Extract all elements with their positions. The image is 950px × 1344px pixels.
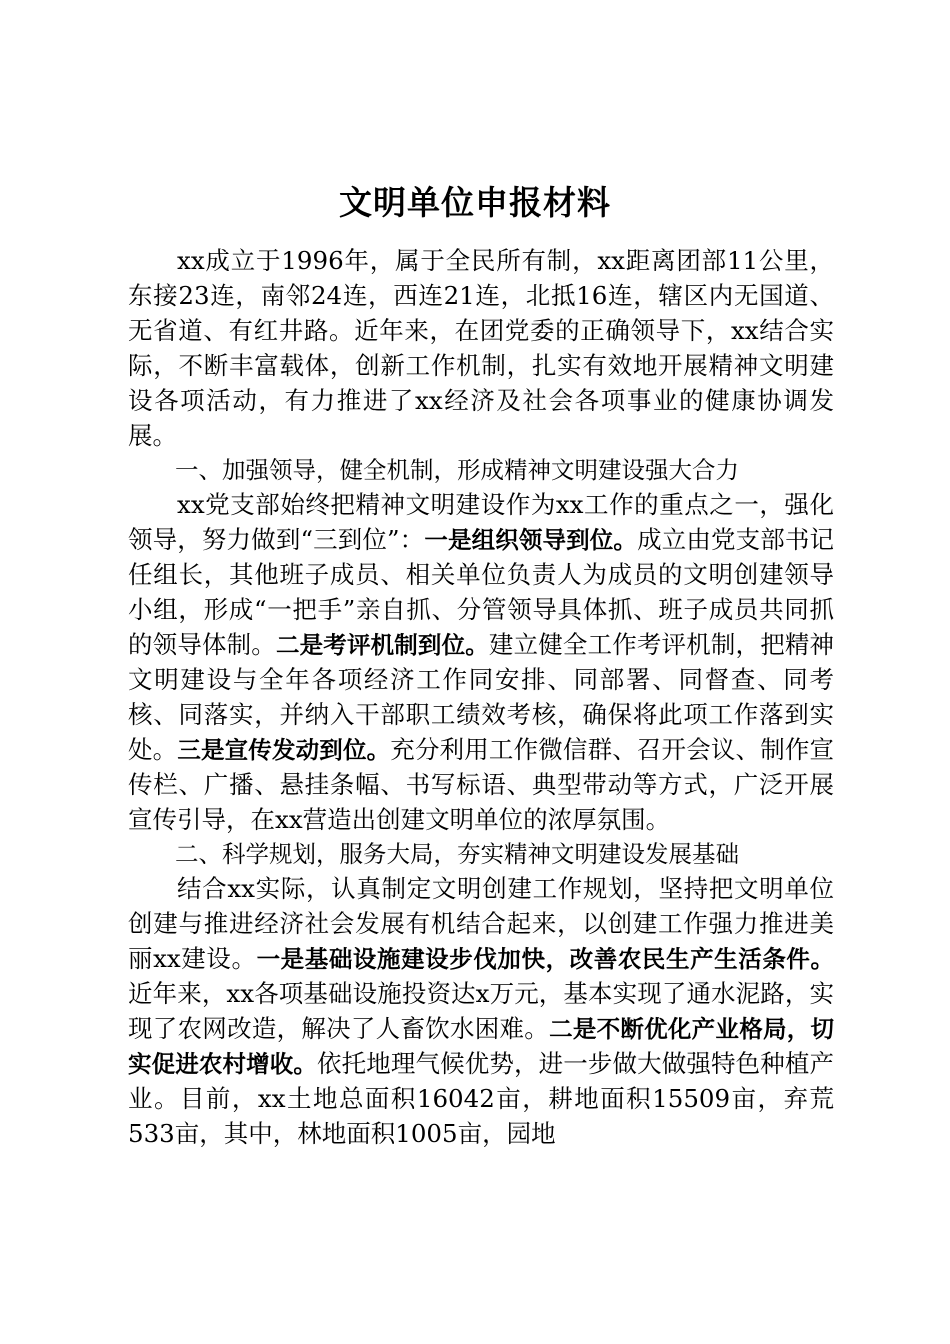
section-1-text-4: 充分利用工作微信群、召开会议、制作宣传栏、广播、悬挂条幅、书写标语、典型带动等方式，广泛开展宣传引导，在xx营造出创建文明单位的浓厚氛围。 — [128, 734, 835, 834]
section-2-text-1: 结合xx实际，认真制定文明创建工作规划，坚持把文明单位创建与推进经济社会发展有机结合起来，以创建工作强力推进美丽xx建设。 — [128, 874, 834, 974]
section-1-bold-1: 一是组织领导到位。 — [424, 526, 638, 555]
section-1-text-1: xx党支部始终把精神文明建设作为xx工作的重点之一，强化领导，努力做到“三到位”： — [128, 490, 834, 555]
document-title: 文明单位申报材料 — [339, 183, 611, 222]
section-1-text-3: 建立健全工作考评机制，把精神文明建设与全年各项经济工作同安排、同部署、同督查、同考核、同落实，并纳入干部职工绩效考核，确保将此项工作落到实处。 — [128, 629, 835, 764]
section-2-text-2: 近年来，xx各项基础设施投资达x万元，基本实现了通水泥路，实现了农网改造，解决了人畜饮水困难。 — [128, 979, 834, 1043]
section-2-text-3: 依托地理气候优势，进一步做大做强特色种植产业。目前，xx土地总面积16042亩，耕地面积15509亩，弃荒533亩，其中，林地面积1005亩，园地 — [128, 1048, 834, 1148]
section-2-bold-2: 二是不断优化产业格局，切实促进农村增收。 — [128, 1014, 835, 1078]
section-2-heading: 二、科学规划，服务大局，夯实精神文明建设发展基础 — [175, 840, 739, 869]
intro-paragraph: xx成立于1996年，属于全民所有制，xx距离团部11公里，东接23连，南邻24连，西连21连，北抵16连，辖区内无国道、无省道、有红井路。近年来，在团党委的正确领导下，xx结合实际，不断丰富载体，创新工作机制，扎实有效地开展精神文明建设各项活动，有力推进了xx经济及社会各项事业的健康协调发展。 — [128, 246, 834, 450]
section-1-paragraph — [128, 488, 834, 837]
section-1-bold-2: 二是考评机制到位。 — [275, 630, 489, 659]
section-1-bold-3: 三是宣传发动到位。 — [177, 735, 391, 764]
section-2-bold-1: 一是基础设施建设步伐加快，改善农民生产生活条件。 — [256, 945, 834, 974]
section-2-paragraph — [128, 872, 834, 1151]
section-1-text-2: 成立由党支部书记任组长，其他班子成员、相关单位负责人为成员的文明创建领导小组，形成“一把手”亲自抓、分管领导具体抓、班子成员共同抓的领导体制。 — [128, 525, 835, 659]
section-1-heading: 一、加强领导，健全机制，形成精神文明建设强大合力 — [175, 456, 739, 485]
document-body — [128, 244, 834, 1152]
